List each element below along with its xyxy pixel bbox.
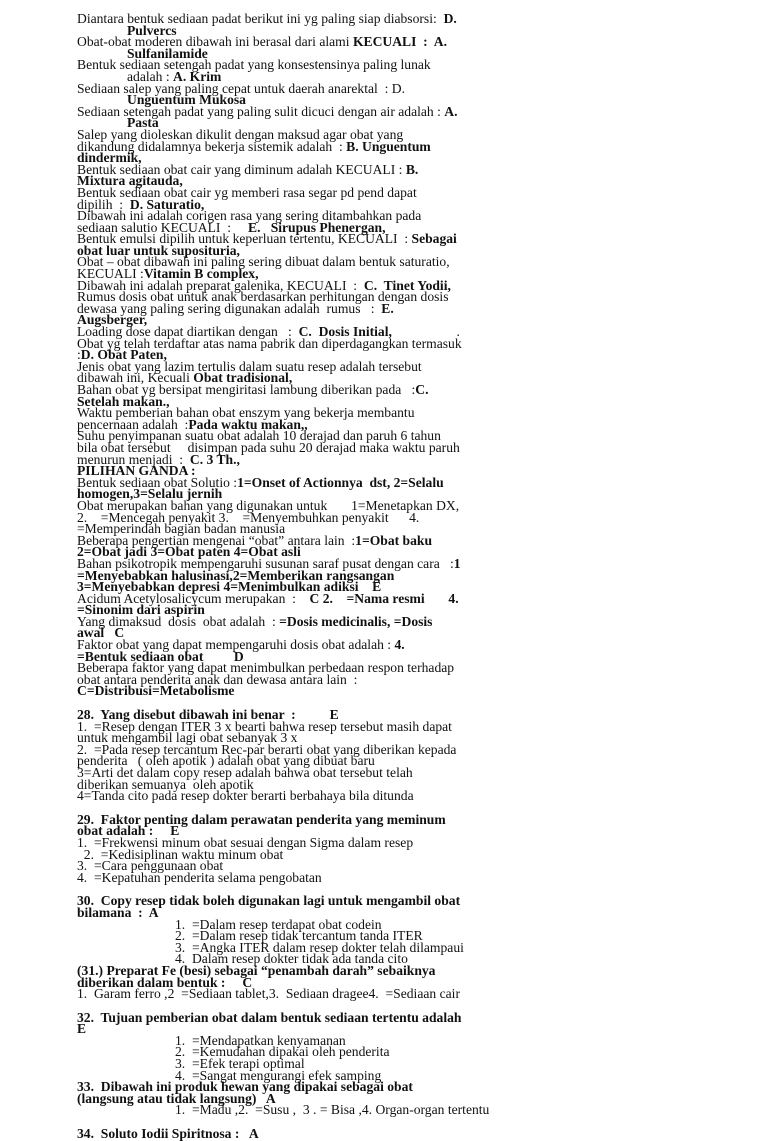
- line-bold-text: D. Obat Paten,: [80, 347, 167, 363]
- line-bold-text: 29. Faktor penting dalam perawatan penderita yang meminum: [77, 811, 446, 827]
- line-bold-text: 1=Onset of Actionnya dst, 2=Selalu: [237, 474, 444, 490]
- line-bold-text: A.: [444, 103, 458, 119]
- text-line: [77, 300, 691, 316]
- line-text: Bahan obat yg bersipat mengiritasi lambung diberikan pada :: [77, 382, 416, 397]
- line-text: Obat-obat moderen dibawah ini berasal dari alami: [77, 34, 353, 50]
- line-bold-text: =Menyebabkan halusinasi,2=Memberikan rangsangan: [77, 567, 395, 583]
- line-bold-text: C 2. =Nama resmi 4.: [309, 590, 459, 606]
- line-text: Loading dose dapat diartikan dengan :: [77, 324, 299, 340]
- line-text: dewasa yang paling sering digunakan adalah rumus :: [77, 300, 382, 316]
- line-bold-text: =Bentuk sediaan obat D: [77, 648, 244, 664]
- line-bold-text: Sebagai: [411, 231, 457, 247]
- line-bold-text: C.: [415, 382, 429, 397]
- text-line: [77, 1023, 691, 1035]
- text-line: [77, 1009, 691, 1025]
- line-text: 3. =Cara penggunaan obat: [77, 858, 224, 874]
- line-text: 3. =Angka ITER dalam resep dokter telah dilampaui: [175, 939, 464, 955]
- line-text: KECUALI :: [77, 266, 144, 282]
- line-text: 3=Arti det dalam copy resep adalah bahwa obat tersebut telah: [77, 765, 413, 780]
- line-trailing-text: .: [391, 324, 460, 340]
- line-bold-text: awal C: [77, 625, 125, 641]
- line-text: Dibawah ini adalah preparat galenika, KECUALI :: [77, 277, 364, 293]
- text-line: [77, 1104, 691, 1116]
- text-line: [77, 869, 691, 885]
- line-text: Dibawah ini adalah corigen rasa yang sering ditambahkan pada: [77, 208, 422, 224]
- line-bold-text: bilamana : A: [77, 904, 159, 920]
- line-text: 4. Dalam resep dokter tidak ada tanda cito: [175, 951, 408, 967]
- line-bold-text: C. 3 Th.,: [189, 451, 240, 467]
- line-text: untuk mengambil lagi obat sebanyak 3 x: [77, 730, 298, 746]
- line-text: 1. =Resep dengan ITER 3 x bearti bahwa resep tersebut masih dapat: [77, 718, 452, 734]
- line-bold-text: 1=Obat baku: [355, 532, 433, 548]
- line-bold-text: Pulvercs: [127, 22, 177, 38]
- line-text: Obat yg telah terdaftar atas nama pabrik dan diperdagangkan termasuk: [77, 335, 462, 351]
- line-text: 1. Garam ferro ,2 =Sediaan tablet,3. Sediaan dragee4. =Sediaan cair: [77, 986, 460, 1002]
- line-bold-text: =Dosis medicinalis, =Dosis: [279, 613, 433, 629]
- line-bold-text: Vitamin B complex,: [143, 266, 259, 282]
- line-text: sediaan salutio KECUALI :: [77, 219, 249, 235]
- line-text: Beberapa pengertian mengenai “obat” antara lain :: [77, 532, 356, 548]
- line-text: 4=Tanda cito pada resep dokter berarti berbahaya bila ditunda: [77, 788, 414, 804]
- line-text: 1. =Madu ,2. =Susu , 3 . = Bisa ,4. Organ-organ tertentu: [175, 1102, 490, 1118]
- text-line: [77, 988, 691, 1000]
- line-text: 1. =Mendapatkan kenyamanan: [175, 1032, 346, 1048]
- text-line: [77, 613, 691, 629]
- line-bold-text: C. Tinet Yodii,: [363, 277, 451, 293]
- line-text: Obat merupakan bahan yang digunakan untuk 1=Menetapkan DX,: [77, 497, 460, 513]
- line-text: diberikan semuanya oleh apotik: [77, 776, 254, 792]
- text-line: [77, 335, 691, 351]
- line-text: Salep yang dioleskan dikulit dengan maksud agar obat yang: [77, 126, 404, 142]
- line-bold-text: Setelah makan.,: [77, 393, 170, 409]
- text-line: [77, 904, 691, 920]
- line-text: 2. =Kedisiplinan waktu minum obat: [77, 846, 284, 862]
- line-bold-text: homogen,3=Selalu jernih: [77, 486, 223, 502]
- line-text: menurun menjadi :: [77, 451, 190, 467]
- line-bold-text: B.: [405, 161, 419, 177]
- line-bold-text: 33. Dibawah ini produk hewan yang dipakai sebagai obat: [77, 1079, 413, 1095]
- line-bold-text: 3=Menyebabkan depresi 4=Menimbulkan adiksi E: [77, 579, 382, 595]
- line-text: obat antara penderita anak dan dewasa antara lain :: [77, 671, 358, 687]
- line-text: dipilih :: [77, 196, 130, 212]
- line-bold-text: =Sinonim dari aspirin: [77, 602, 205, 618]
- text-line: [77, 138, 691, 154]
- line-bold-text: Pasta: [127, 115, 159, 131]
- text-line: [77, 1128, 691, 1140]
- line-bold-text: (31.) Preparat Fe (besi) sebagai “penambah darah” sebaiknya: [77, 962, 436, 978]
- line-bold-text: 4.: [394, 637, 405, 653]
- line-bold-text: 28. Yang disebut dibawah ini benar : E: [77, 707, 339, 723]
- line-bold-text: PILIHAN GANDA :: [77, 463, 196, 479]
- line-text: Yang dimaksud dosis obat adalah :: [77, 613, 280, 629]
- line-text: =Memperindah bagian badan manusia: [77, 521, 286, 537]
- line-text: Suhu penyimpanan suatu obat adalah 10 derajad dan paruh 6 tahun: [77, 428, 441, 444]
- text-line: [77, 1046, 691, 1058]
- line-bold-text: 34. Soluto Iodii Spiritnosa : A: [77, 1126, 259, 1141]
- line-bold-text: C. Dosis Initial,: [298, 324, 392, 340]
- line-text: Bentuk sediaan obat cair yang diminum adalah KECUALI :: [77, 161, 406, 177]
- line-text: Faktor obat yang dapat mempengaruhi dosis obat adalah :: [77, 637, 395, 653]
- text-line: [77, 103, 691, 119]
- line-text: dikandung didalamnya bekerja sistemik adalah :: [77, 138, 347, 154]
- line-bold-text: obat adalah : E: [77, 823, 180, 839]
- text-line: [77, 685, 691, 697]
- line-text: 2. =Mencegah penyakit 3. =Menyembuhkan penyakit 4.: [77, 509, 420, 525]
- line-bold-text: A. Krim: [173, 68, 222, 84]
- line-text: Acidum Acetylosalicycum merupakan :: [77, 590, 310, 606]
- line-text: Bentuk sediaan obat Solutio :: [77, 474, 238, 490]
- line-bold-text: D. Saturatio,: [129, 196, 205, 212]
- line-text: Sediaan salep yang paling cepat untuk daerah anarektal : D.: [77, 80, 406, 96]
- text-line: [77, 790, 691, 802]
- line-bold-text: Pada waktu makan,,: [188, 416, 308, 432]
- line-text: bila obat tersebut disimpan pada suhu 20 derajad maka waktu paruh: [77, 439, 460, 455]
- line-text: pencernaan adalah :: [77, 416, 189, 432]
- line-text: dibawah ini, Kecuali: [77, 370, 194, 386]
- line-text: 2. =Kemudahan dipakai oleh penderita: [175, 1044, 390, 1060]
- line-text: Bentuk emulsi dipilih untuk keperluan tertentu, KECUALI :: [77, 231, 412, 247]
- line-bold-text: B. Unguentum: [346, 138, 431, 154]
- line-bold-text: dindermik,: [77, 150, 142, 166]
- line-text: Bahan psikotropik mempengaruhi susunan saraf pusat dengan cara :: [77, 555, 454, 571]
- line-text: 1. =Frekwensi minum obat sesuai dengan Sigma dalam resep: [77, 834, 414, 850]
- line-bold-text: D.: [443, 11, 457, 26]
- document-page: [77, 13, 691, 1140]
- line-bold-text: E. Sirupus Phenergan,: [248, 219, 386, 235]
- line-bold-text: Augsberger,: [77, 312, 148, 328]
- line-bold-text: 32. Tujuan pemberian obat dalam bentuk sediaan tertentu adalah: [77, 1009, 462, 1025]
- line-bold-text: (langsung atau tidak langsung) A: [77, 1090, 276, 1106]
- line-text: Obat – obat dibawah ini paling sering dibuat dalam bentuk saturatio,: [77, 254, 450, 270]
- text-line: [77, 895, 691, 907]
- line-text: Sediaan setengah padat yang paling sulit dicuci dengan air adalah :: [77, 103, 445, 119]
- line-text: 3. =Efek terapi optimal: [175, 1056, 305, 1072]
- line-bold-text: obat luar untuk suposituria,: [77, 242, 240, 258]
- line-text: penderita ( oleh apotik ) adalah obat yang dibuat baru: [77, 753, 375, 769]
- line-bold-text: Obat tradisional,: [193, 370, 293, 386]
- line-text: Jenis obat yang lazim tertulis dalam suatu resep adalah tersebut: [77, 358, 422, 374]
- line-bold-text: E: [77, 1021, 87, 1037]
- line-text: adalah :: [127, 68, 174, 84]
- line-text: Beberapa faktor yang dapat menimbulkan perbedaan respon terhadap: [77, 660, 455, 676]
- line-bold-text: E.: [381, 300, 394, 316]
- line-text: 2. =Dalam resep tidak tercantum tanda ITER: [175, 928, 423, 944]
- line-text: Bentuk sediaan obat cair yg memberi rasa segar pd pend dapat: [77, 184, 417, 200]
- line-bold-text: Unguentum Mukosa: [127, 92, 246, 108]
- line-text: Bentuk sediaan setengah padat yang konsestensinya paling lunak: [77, 57, 431, 73]
- line-bold-text: diberikan dalam bentuk : C: [77, 974, 253, 990]
- line-text: Rumus dosis obat untuk anak berdasarkan perhitungan dengan dosis: [77, 289, 449, 305]
- line-bold-text: Sulfanilamide: [127, 45, 208, 61]
- line-bold-text: Mixtura agitauda,: [77, 173, 183, 189]
- line-bold-text: KECUALI : A.: [352, 34, 447, 50]
- line-text: Waktu pemberian bahan obat enszym yang bekerja membantu: [77, 405, 415, 421]
- line-text: :: [77, 347, 81, 363]
- line-bold-text: 1: [453, 555, 461, 571]
- text-line: [77, 1058, 691, 1070]
- line-bold-text: 2=Obat jadi 3=Obat paten 4=Obat asli: [77, 544, 301, 560]
- line-text: 4. =Sangat mengurangi efek samping: [175, 1067, 382, 1083]
- line-bold-text: C=Distribusi=Metabolisme: [77, 683, 235, 699]
- line-text: Diantara bentuk sediaan padat berikut ini yg paling siap diabsorsi:: [77, 11, 444, 26]
- line-text: 4. =Kepatuhan penderita selama pengobatan: [77, 869, 322, 885]
- line-text: 1. =Dalam resep terdapat obat codein: [175, 916, 382, 932]
- line-text: 2. =Pada resep tercantum Rec-par berarti obat yang diberikan kepada: [77, 741, 457, 757]
- line-bold-text: 30. Copy resep tidak boleh digunakan lagi untuk mengambil obat: [77, 893, 461, 909]
